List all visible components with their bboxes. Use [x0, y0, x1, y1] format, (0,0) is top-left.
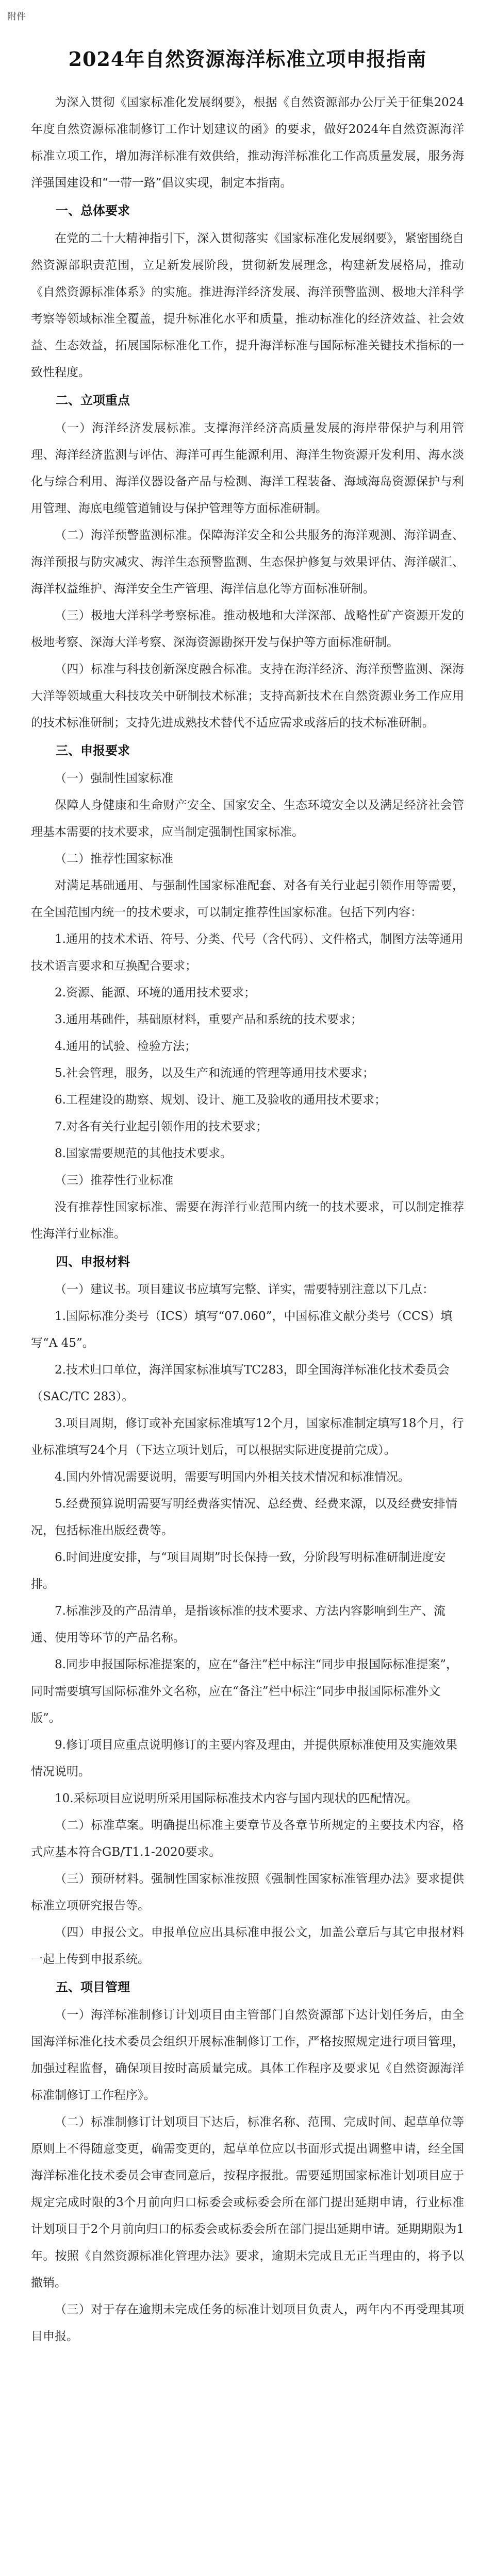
sub-heading: （二）推荐性国家标准	[55, 852, 173, 866]
body-paragraph: 没有推荐性国家标准、需要在海洋行业范围内统一的技术要求，可以制定推荐性海洋行业标准。	[31, 1200, 464, 1241]
list-item: 2.资源、能源、环境的通用技术要求；	[55, 986, 256, 999]
list-item: 3.项目周期，修订或补充国家标准填写12个月，国家标准制定填写18个月，行业标准填写24个月（下达立项计划后，可以根据实际进度提前完成）。	[31, 1417, 464, 1457]
list-item: 9.修订项目应重点说明修订的主要内容及理由，并提供原标准使用及实施效果情况说明。	[31, 1738, 457, 1778]
body-paragraph: （四）申报公文。申报单位应出具标准申报公文，加盖公章后与其它申报材料一起上传到申报系统。	[31, 1926, 464, 1966]
list-item: 7.对各有关行业起引领作用的技术要求；	[55, 1120, 268, 1133]
section-heading: 二、立项重点	[56, 393, 130, 408]
list-item: 7.标准涉及的产品清单，是指该标准的技术要求、方法内容影响到生产、流通、使用等环节的产品名称。	[31, 1604, 446, 1645]
section-heading: 五、项目管理	[56, 1980, 130, 1994]
page-title: 2024年自然资源海洋标准立项申报指南	[68, 47, 427, 71]
list-item: 1.通用的技术术语、符号、分类、代号（含代码）、文件格式，制图方法等通用技术语言要求和互换配合要求；	[31, 933, 464, 973]
list-item: 4.通用的试验、检验方法；	[55, 1040, 196, 1053]
list-item: 2.技术归口单位，海洋国家标准填写TC283，即全国海洋标准化技术委员会（SAC/TC 283）。	[31, 1363, 450, 1403]
list-item: 8.国家需要规范的其他技术要求。	[55, 1147, 232, 1160]
body-paragraph: （一）建议书。项目建议书应填写完整、详实，需要特别注意以下几点：	[55, 1283, 434, 1296]
list-item: 10.采标项目应说明所采用国际标准技术内容与国内现状的匹配情况。	[55, 1792, 418, 1805]
list-item: 3.通用基础件，基础原材料，重要产品和系统的技术要求；	[55, 1013, 362, 1026]
list-item: 4.国内外情况需要说明，需要写明国内外相关技术情况和标准情况。	[55, 1470, 410, 1484]
body-paragraph: （二）标准草案。明确提出标准主要章节及各章节所规定的主要技术内容，格式应基本符合GB/T1.1-2020要求。	[31, 1819, 464, 1859]
list-item: 5.社会管理，服务，以及生产和流通的管理等通用技术要求；	[55, 1066, 374, 1080]
body-paragraph: （一）海洋标准制修订计划项目由主管部门自然资源部下达计划任务后，由全国海洋标准化技术委员会组织开展标准制修订工作，严格按照规定进行项目管理，加强过程监督，确保项目按时高质量完成。具体工作程序及要求见《自然资源海洋标准制修订工作程序》。	[31, 2008, 464, 2102]
body-paragraph: 保障人身健康和生命财产安全、国家安全、生态环境安全以及满足经济社会管理基本需要的技术要求，应当制定强制性国家标准。	[31, 799, 464, 839]
list-item: 5.经费预算说明需要写明经费落实情况、总经费、经费来源，以及经费安排情况，包括标准出版经费等。	[31, 1497, 457, 1537]
body-paragraph: 在党的二十大精神指引下，深入贯彻落实《国家标准化发展纲要》，紧密围绕自然资源部职责范围，立足新发展阶段，贯彻新发展理念，构建新发展格局，推动《自然资源标准体系》的实施。推进海洋经济发展、海洋预警监测、极地大洋科学考察等领域标准全覆盖，提升标准化水平和质量，推动标准化的经济效益、社会效益、生态效益，拓展国际标准化工作，提升海洋标准与国际标准关键技术指标的一致性程度。	[31, 232, 464, 379]
body-paragraph: （三）极地大洋科学考察标准。推动极地和大洋深部、战略性矿产资源开发的极地考察、深海大洋考察、深海资源勘探开发与保护等方面标准研制。	[31, 609, 464, 649]
body-paragraph: （四）标准与科技创新深度融合标准。支持在海洋经济、海洋预警监测、深海大洋等领域重大科技攻关中研制技术标准；支持高新技术在自然资源业务工作应用的技术标准研制；支持先进成熟技术替代不适应需求或落后的技术标准研制。	[31, 663, 464, 730]
body-paragraph: （三）预研材料。强制性国家标准按照《强制性国家标准管理办法》要求提供标准立项研究报告等。	[31, 1872, 464, 1912]
body-paragraph: （一）海洋经济发展标准。支撑海洋经济高质量发展的海岸带保护与利用管理、海洋经济监测与评估、海洋可再生能源利用、海洋生物资源开发利用、海水淡化与综合利用、海洋仪器设备产品与检测、海洋工程装备、海域海岛资源保护与利用管理、海底电缆管道铺设与保护管理等方面标准研制。	[31, 421, 464, 515]
sub-heading: （一）强制性国家标准	[55, 772, 173, 785]
body-paragraph: （二）海洋预警监测标准。保障海洋安全和公共服务的海洋观测、海洋调查、海洋预报与防灾减灾、海洋生态预警监测、生态保护修复与效果评估、海洋碳汇、海洋权益维护、海洋安全生产管理、海洋信息化等方面标准研制。	[31, 529, 464, 596]
intro-paragraph: 为深入贯彻《国家标准化发展纲要》，根据《自然资源部办公厅关于征集2024年度自然资源标准制修订工作计划建议的函》的要求，做好2024年自然资源海洋标准立项工作，增加海洋标准有效供给，推动海洋标准化工作高质量发展，服务海洋强国建设和“一带一路”倡议实现，制定本指南。	[31, 96, 464, 190]
attachment-label: 附件	[7, 11, 26, 22]
sub-heading: （三）推荐性行业标准	[55, 1174, 173, 1187]
body-paragraph: 对满足基础通用、与强制性国家标准配套、对各有关行业起引领作用等需要，在全国范围内统一的技术要求，可以制定推荐性国家标准。包括下列内容：	[31, 879, 464, 919]
section-heading: 四、申报材料	[56, 1255, 130, 1269]
body-paragraph: （三）对于存在逾期未完成任务的标准计划项目负责人，两年内不再受理其项目申报。	[31, 2303, 464, 2343]
section-heading: 一、总体要求	[56, 204, 130, 218]
list-item: 6.工程建设的勘察、规划、设计、施工及验收的通用技术要求；	[55, 1093, 386, 1107]
list-item: 8.同步申报国际标准提案的，应在“备注”栏中标注“同步申报国际标准提案”，同时需要填写国际标准外文名称，应在“备注”栏中标注“同步申报国际标准外文版”。	[31, 1658, 458, 1725]
list-item: 6.时间进度安排，与“项目周期”时长保持一致，分阶段写明标准研制进度安排。	[31, 1551, 446, 1591]
body-paragraph: （二）标准制修订计划项目下达后，标准名称、范围、完成时间、起草单位等原则上不得随意变更，确需变更的，起草单位应以书面形式提出调整申请，经全国海洋标准化技术委员会审查同意后，按程序报批。需要延期国家标准计划项目应于规定完成时限的3个月前向归口标委会或标委会所在部门提出延期申请，行业标准计划项目于2个月前向归口的标委会或标委会所在部门提出延期申请。延期期限为1年。按照《自然资源标准化管理办法》要求，逾期未完成且无正当理由的，将予以撤销。	[31, 2115, 464, 2290]
section-heading: 三、申报要求	[56, 743, 130, 758]
list-item: 1.国际标准分类号（ICS）填写“07.060”，中国标准文献分类号（CCS）填写“A 45”。	[31, 1310, 453, 1350]
